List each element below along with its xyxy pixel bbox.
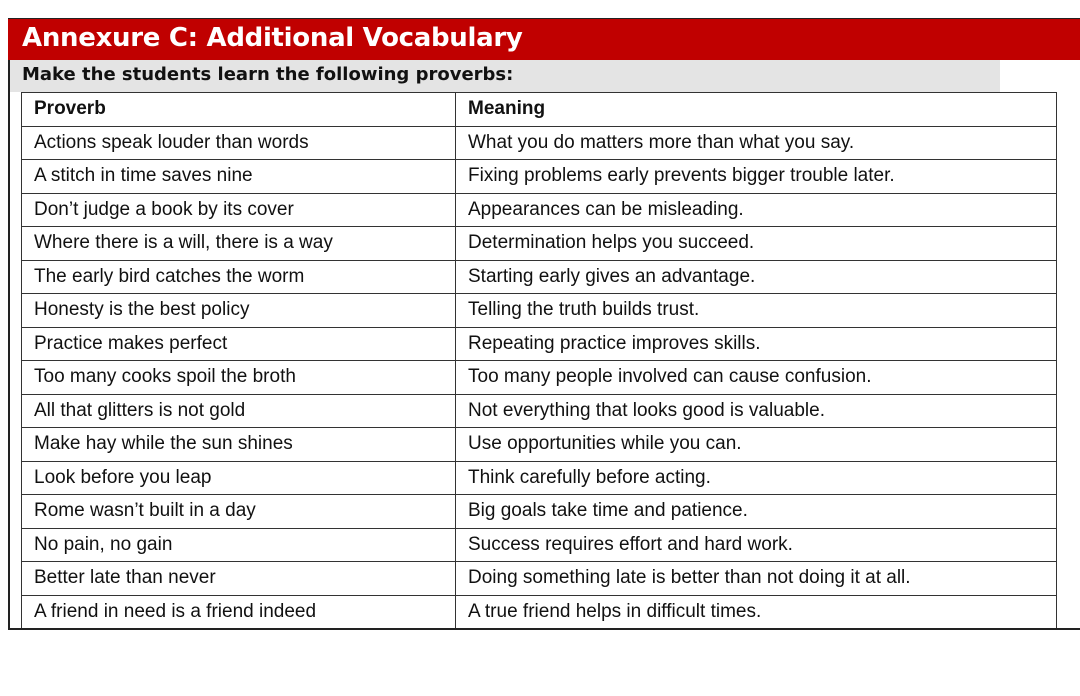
table-row [22, 562, 1057, 596]
instruction-text: Make the students learn the following proverbs: [22, 64, 514, 85]
proverb-cell: Look before you leap [22, 461, 456, 495]
meaning-cell: Big goals take time and patience. [456, 495, 1057, 529]
meaning-cell: Appearances can be misleading. [456, 193, 1057, 227]
section-title: Annexure C: Additional Vocabulary [22, 23, 523, 53]
proverb-cell: Make hay while the sun shines [22, 428, 456, 462]
meaning-cell: Think carefully before acting. [456, 461, 1057, 495]
proverb-cell: Where there is a will, there is a way [22, 227, 456, 261]
meaning-cell: Starting early gives an advantage. [456, 260, 1057, 294]
proverb-cell: Actions speak louder than words [22, 126, 456, 160]
table-row [22, 327, 1057, 361]
table-row [22, 227, 1057, 261]
meaning-cell: Doing something late is better than not doing it at all. [456, 562, 1057, 596]
table-row [22, 260, 1057, 294]
meaning-cell: Determination helps you succeed. [456, 227, 1057, 261]
table-row [22, 160, 1057, 194]
proverb-cell: No pain, no gain [22, 528, 456, 562]
table-row [22, 361, 1057, 395]
proverb-cell: Better late than never [22, 562, 456, 596]
table-row [22, 428, 1057, 462]
proverb-cell: Too many cooks spoil the broth [22, 361, 456, 395]
table-header-row [22, 93, 1057, 127]
section-title-bar [8, 18, 1080, 60]
proverb-cell: All that glitters is not gold [22, 394, 456, 428]
table-row [22, 528, 1057, 562]
table-body [22, 126, 1057, 629]
proverb-cell: Don’t judge a book by its cover [22, 193, 456, 227]
meaning-cell: Not everything that looks good is valuable. [456, 394, 1057, 428]
instruction-bar [10, 60, 1000, 92]
table-row [22, 126, 1057, 160]
proverb-cell: Rome wasn’t built in a day [22, 495, 456, 529]
meaning-cell: What you do matters more than what you say. [456, 126, 1057, 160]
proverb-cell: Honesty is the best policy [22, 294, 456, 328]
meaning-cell: Success requires effort and hard work. [456, 528, 1057, 562]
bottom-border-rule [8, 628, 1080, 630]
proverb-cell: The early bird catches the worm [22, 260, 456, 294]
meaning-cell: Repeating practice improves skills. [456, 327, 1057, 361]
proverb-cell: Practice makes perfect [22, 327, 456, 361]
table-row [22, 394, 1057, 428]
meaning-cell: A true friend helps in difficult times. [456, 595, 1057, 629]
table-row [22, 495, 1057, 529]
proverb-cell: A stitch in time saves nine [22, 160, 456, 194]
table-row [22, 595, 1057, 629]
left-border-rule [8, 60, 10, 630]
table-row [22, 294, 1057, 328]
meaning-cell: Fixing problems early prevents bigger trouble later. [456, 160, 1057, 194]
meaning-cell: Use opportunities while you can. [456, 428, 1057, 462]
proverb-cell: A friend in need is a friend indeed [22, 595, 456, 629]
table-row [22, 193, 1057, 227]
proverbs-table [21, 92, 1057, 629]
column-header-proverb: Proverb [22, 93, 456, 127]
column-header-meaning: Meaning [456, 93, 1057, 127]
table-row [22, 461, 1057, 495]
meaning-cell: Telling the truth builds trust. [456, 294, 1057, 328]
meaning-cell: Too many people involved can cause confusion. [456, 361, 1057, 395]
